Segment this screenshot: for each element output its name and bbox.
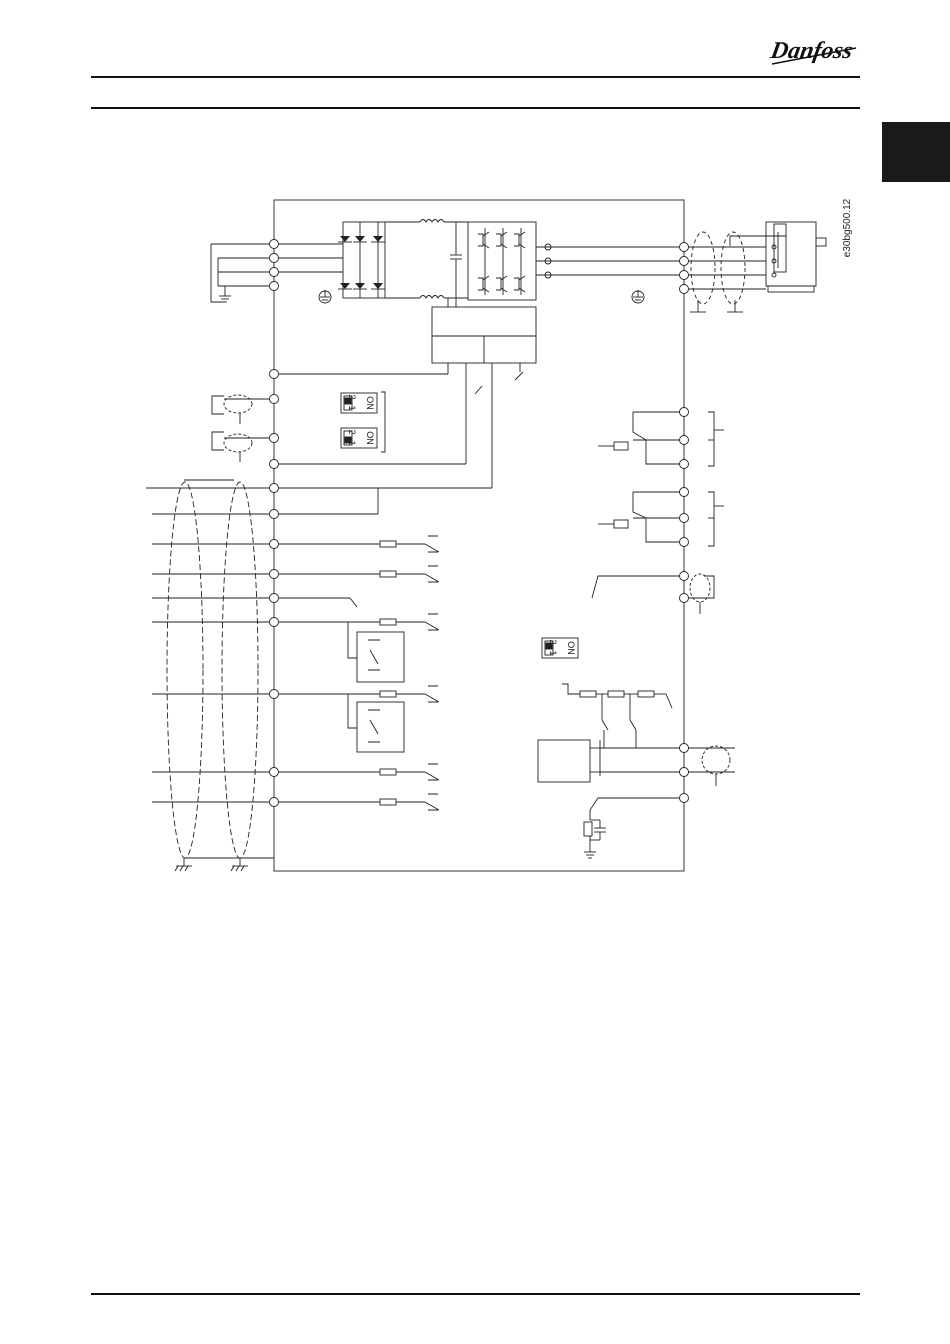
dc-choke-bottom <box>420 296 444 299</box>
dip-switch-1-on-label: ON <box>365 396 375 410</box>
dip-switch-3-left-label: 1 <box>548 650 558 656</box>
dip-switch-2-on-label: ON <box>365 431 375 445</box>
mains-earth-icon <box>219 286 231 302</box>
shield-earth-icon-1 <box>175 858 192 871</box>
internal-earth-icon-right <box>632 290 644 303</box>
dip-switch-2-right-label: 2 <box>347 429 357 435</box>
figure-code: e30bg500.12 <box>842 198 853 258</box>
dip-switch-3-right-label: 2 <box>548 639 558 645</box>
inverter-bridge <box>468 222 536 300</box>
relay-2 <box>598 492 724 546</box>
dip-switch-1-right-label: 2 <box>347 394 357 400</box>
shield-earth-icon-2 <box>231 858 248 871</box>
control-board <box>432 307 536 488</box>
dc-choke-top <box>420 220 444 223</box>
internal-earth-icon-left <box>319 290 331 303</box>
brand-logo-text: Danfoss <box>768 37 855 64</box>
terminal-blocks <box>270 240 689 807</box>
dip-switch-2-left-label: 1 <box>347 440 357 446</box>
rectifier-bridge <box>274 222 420 298</box>
drive-enclosure <box>274 200 684 871</box>
relay-1 <box>598 412 724 466</box>
motor-icon <box>766 222 826 292</box>
dip-switch-3-on-label: ON <box>566 641 576 655</box>
dip-switch-1-left-label: 1 <box>347 405 357 411</box>
